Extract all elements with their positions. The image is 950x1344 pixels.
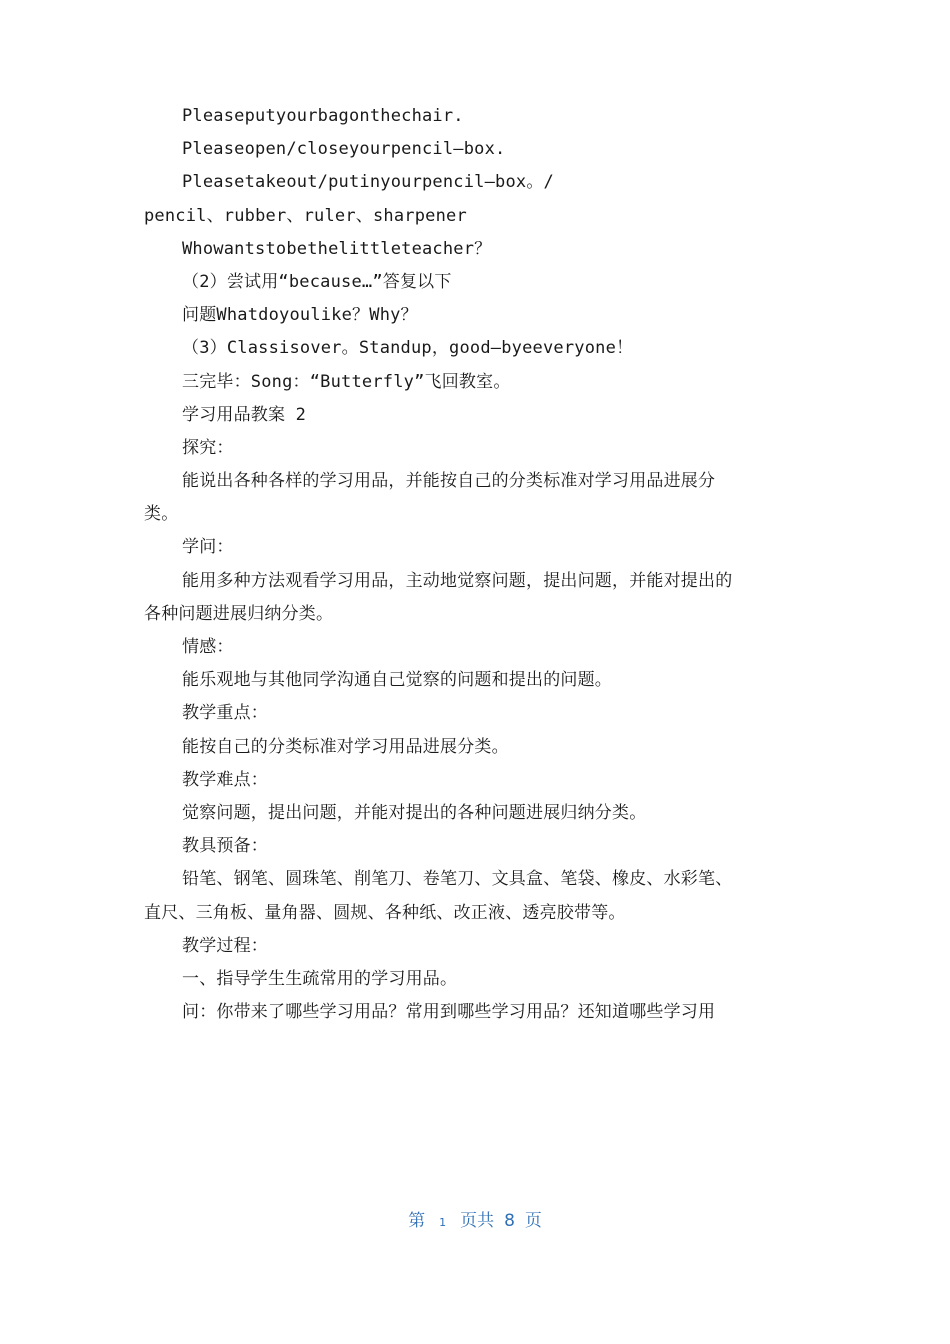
total-pages-number: 8 (504, 1211, 515, 1231)
text-line: 直尺、三角板、量角器、圆规、各种纸、改正液、透亮胶带等。 (144, 902, 626, 923)
footer-middle: 页共 (460, 1211, 495, 1231)
text-line: 类。 (144, 504, 179, 525)
text-line: 问题Whatdoyoulike？Why？ (182, 305, 418, 326)
text-line: 能按自己的分类标准对学习用品进展分类。 (182, 736, 509, 757)
text-line: 问：你带来了哪些学习用品？常用到哪些学习用品？还知道哪些学习用 (182, 1002, 716, 1023)
text-line: Pleaseputyourbagonthechair. (182, 106, 464, 126)
text-line: Pleaseopen/closeyourpencil—box. (182, 139, 506, 160)
text-line: 学问： (182, 537, 234, 558)
text-line: pencil、rubber、ruler、sharpener (144, 205, 467, 226)
text-line: 教学重点： (182, 703, 268, 724)
footer-prefix: 第 (408, 1211, 426, 1231)
text-line: （3）Classisover。Standup，good—byeeveryone！ (182, 338, 634, 359)
text-line: Pleasetakeout/putinyourpencil—box。/ (182, 172, 554, 193)
text-line: 各种问题进展归纳分类。 (144, 603, 334, 624)
text-line: 一、指导学生生疏常用的学习用品。 (182, 968, 458, 989)
page-footer (0, 1206, 950, 1231)
text-line: 三完毕：Song：“Butterfly”飞回教室。 (182, 371, 511, 392)
text-line: 教学难点： (182, 769, 268, 790)
document-body (144, 100, 804, 1029)
text-line: 铅笔、钢笔、圆珠笔、削笔刀、卷笔刀、文具盒、笔袋、橡皮、水彩笔、 (182, 869, 733, 890)
text-line: 觉察问题，提出问题，并能对提出的各种问题进展归纳分类。 (182, 802, 647, 823)
text-line: 教学过程： (182, 935, 268, 956)
section-heading: 学习用品教案 2 (182, 404, 307, 425)
current-page-number: 1 (439, 1216, 447, 1229)
text-line: 探究： (182, 437, 234, 458)
text-line: 情感： (182, 637, 234, 657)
text-line: 能说出各种各样的学习用品，并能按自己的分类标准对学习用品进展分 (182, 471, 716, 492)
text-line: 能用多种方法观看学习用品，主动地觉察问题，提出问题，并能对提出的 (182, 570, 733, 591)
text-line: （2）尝试用“because…”答复以下 (182, 271, 452, 292)
text-line: 教具预备： (182, 836, 268, 857)
text-line: Whowantstobethelittleteacher？ (182, 238, 492, 259)
text-line: 能乐观地与其他同学沟通自己觉察的问题和提出的问题。 (182, 670, 612, 691)
footer-suffix: 页 (524, 1211, 542, 1231)
